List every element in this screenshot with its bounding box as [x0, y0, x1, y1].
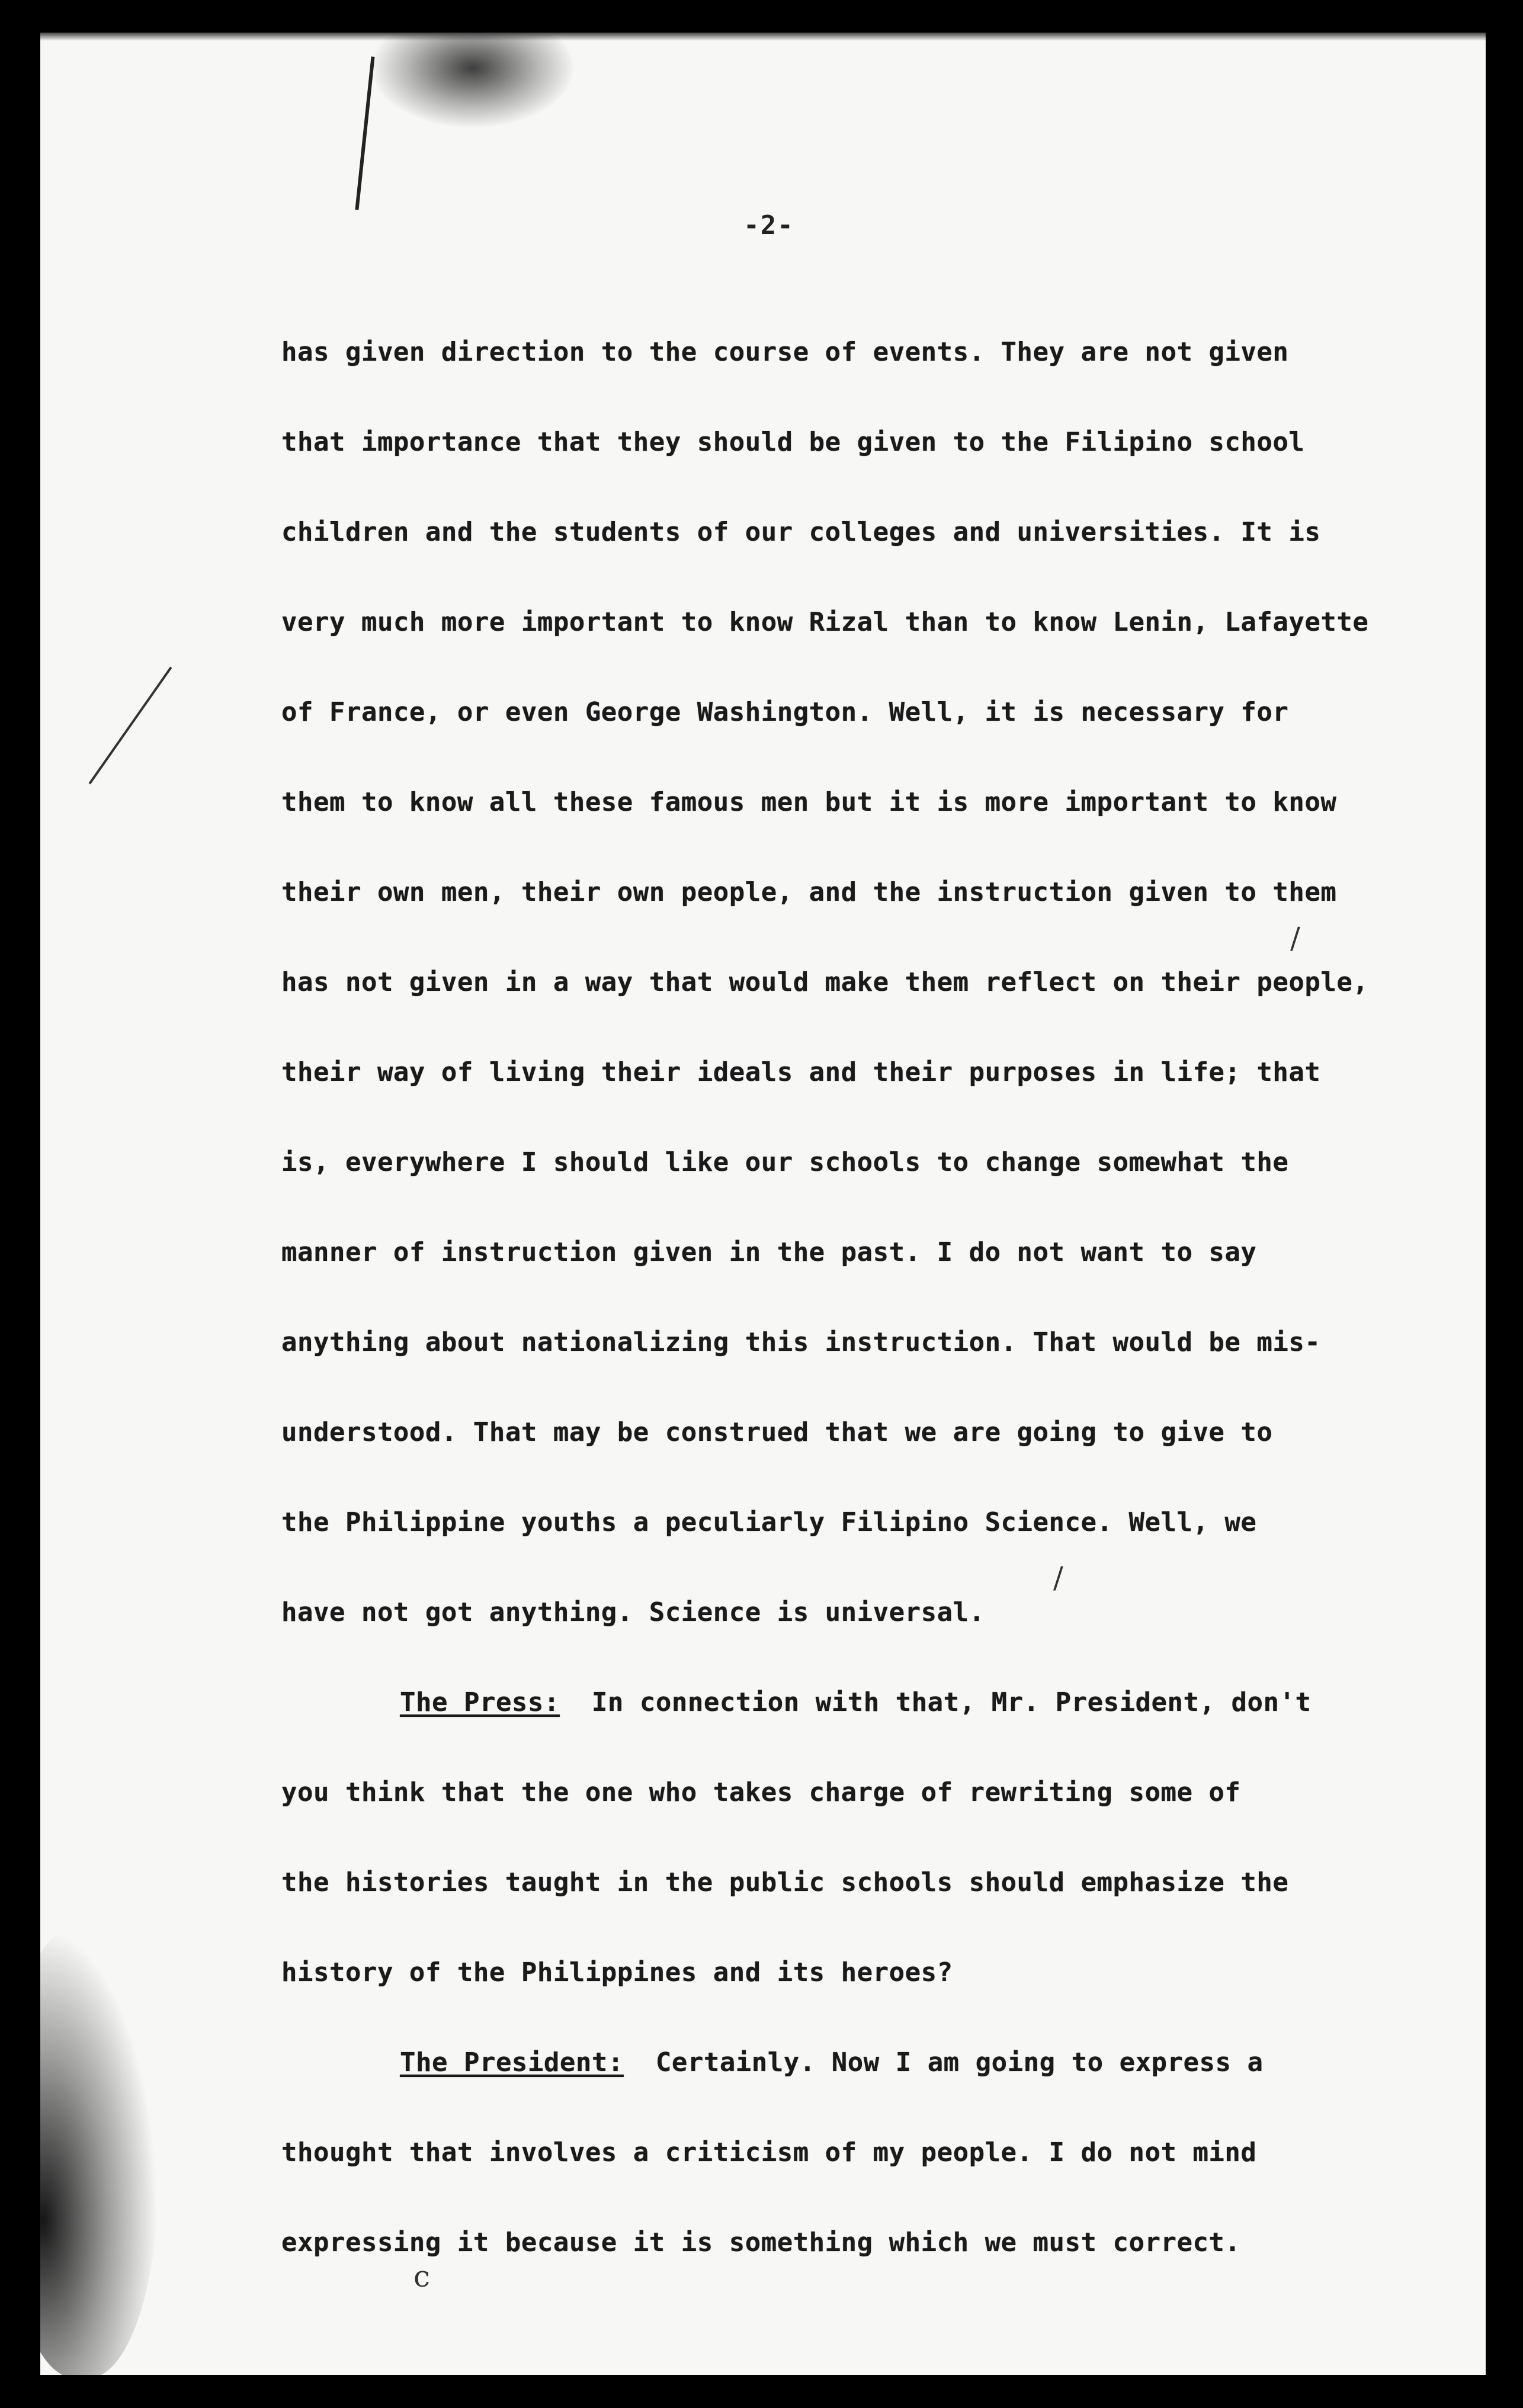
text-line: their way of living their ideals and their purposes in life; that — [281, 1057, 1321, 1087]
text-line: that importance that they should be given to the Filipino school — [281, 427, 1305, 457]
scan-edge-shadow — [40, 33, 1486, 41]
margin-slash-mark: / — [1053, 1561, 1063, 1595]
text-line: expressing it because it is something which we must correct. — [281, 2227, 1241, 2258]
text-line: In connection with that, Mr. President, don't — [591, 1687, 1312, 1717]
text-line: understood. That may be construed that we are going to give to — [281, 1417, 1273, 1447]
text-line: has given direction to the course of events. They are not given — [281, 337, 1289, 367]
text-line: the Philippine youths a peculiarly Filipino Science. Well, we — [281, 1507, 1257, 1537]
page-number: -2- — [743, 210, 794, 240]
text-line: Certainly. Now I am going to express a — [655, 2047, 1264, 2078]
scan-scratch — [355, 56, 374, 210]
margin-pencil-mark: c — [413, 2259, 431, 2294]
text-line: thought that involves a criticism of my people. I do not mind — [281, 2137, 1257, 2168]
text-line: anything about nationalizing this instruction. That would be mis- — [281, 1327, 1321, 1357]
text-line: the histories taught in the public schools should emphasize the — [281, 1867, 1289, 1897]
speaker-label-press: The Press: — [400, 1687, 560, 1717]
text-line: very much more important to know Rizal than to know Lenin, Lafayette — [281, 607, 1369, 637]
text-line: history of the Philippines and its heroes? — [281, 1957, 953, 1988]
text-line: is, everywhere I should like our schools to change somewhat the — [281, 1147, 1289, 1177]
scan-blot — [40, 1928, 159, 2375]
text-line: has not given in a way that would make them reflect on their people, — [281, 967, 1369, 997]
text-line: have not got anything. Science is universal. — [281, 1597, 985, 1627]
text-line: you think that the one who takes charge of rewriting some of — [281, 1777, 1241, 1807]
margin-pencil-mark — [89, 667, 172, 785]
body-text — [281, 335, 1371, 2315]
margin-slash-mark: / — [1290, 921, 1300, 955]
text-line: their own men, their own people, and the instruction given to them — [281, 877, 1337, 907]
president-answer-first-line — [281, 2045, 1371, 2135]
text-line: them to know all these famous men but it is more important to know — [281, 787, 1337, 817]
text-line: manner of instruction given in the past. I do not want to say — [281, 1237, 1257, 1267]
document-page — [40, 33, 1486, 2375]
speaker-label-president: The President: — [400, 2047, 624, 2078]
text-line: of France, or even George Washington. Well, it is necessary for — [281, 697, 1289, 727]
text-line: children and the students of our colleges and universities. It is — [281, 517, 1321, 547]
press-question-first-line — [281, 1685, 1371, 1775]
scan-smudge — [372, 33, 573, 127]
